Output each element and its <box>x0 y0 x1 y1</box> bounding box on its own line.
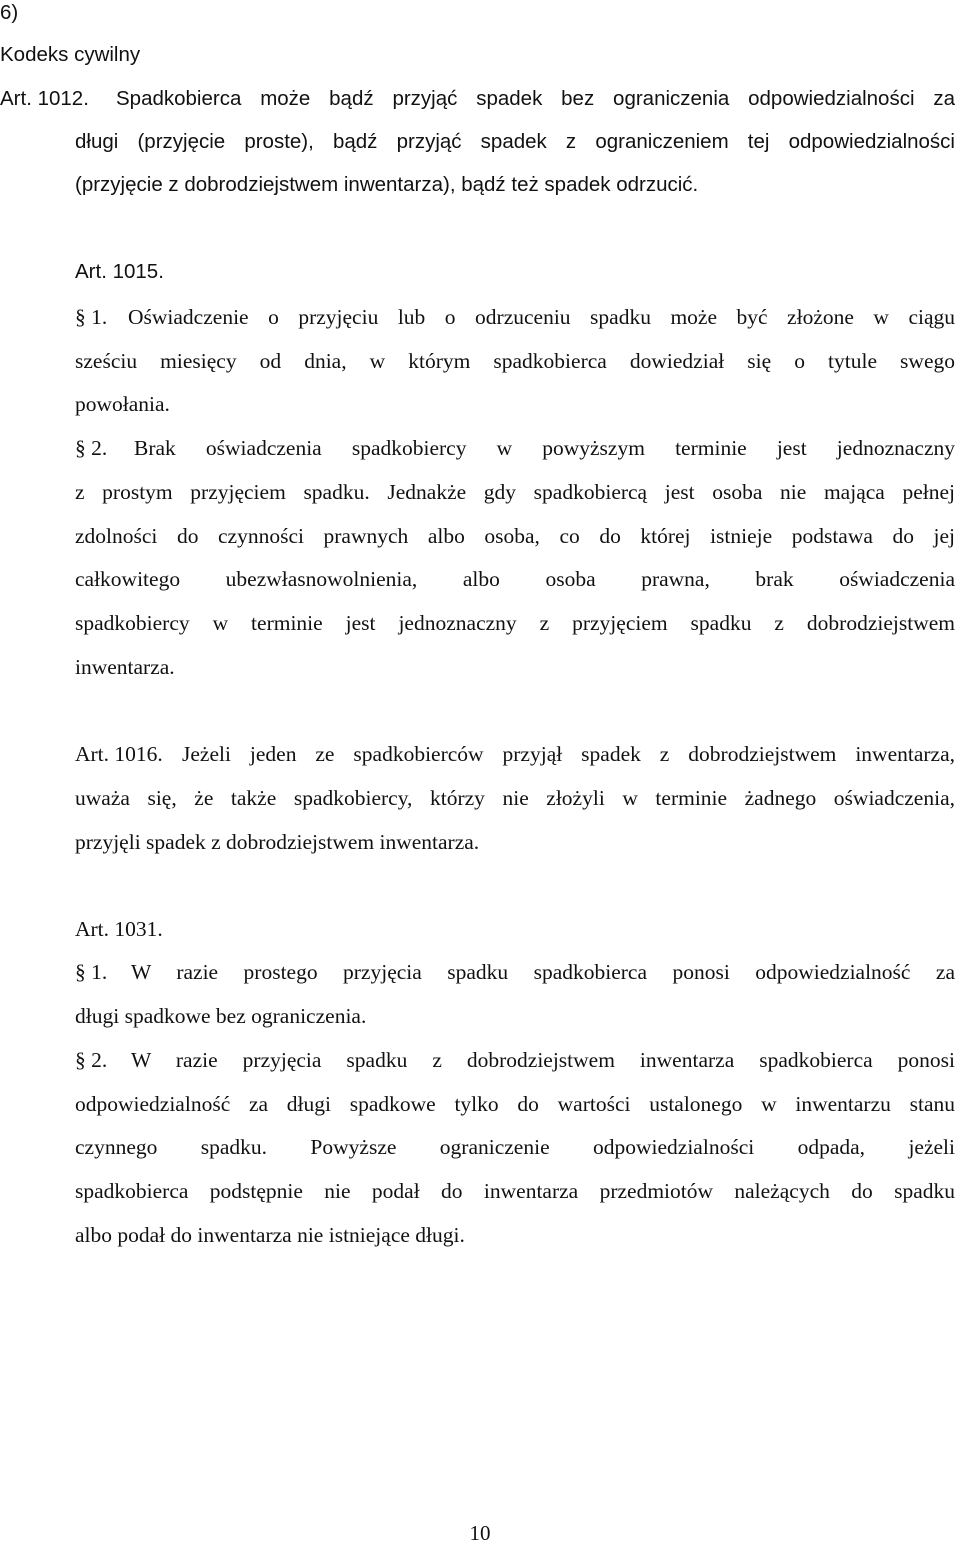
page-number: 10 <box>469 1521 491 1545</box>
paragraph-marker: § 2. <box>75 1048 108 1072</box>
article-1015-p2-line: zdolności do czynności prawnych albo osoba, co do której istnieje podstawa do jej <box>75 524 955 548</box>
article-1031-p1-line: W razie prostego przyjęcia spadku spadkobierca ponosi odpowiedzialność za <box>131 960 955 984</box>
article-1012-line: Spadkobierca może bądź przyjąć spadek bez ograniczenia odpowiedzialności za <box>116 87 955 110</box>
article-1031-label: Art. 1031. <box>75 917 163 941</box>
article-1016-line: uważa się, że także spadkobiercy, którzy nie złożyli w terminie żadnego oświadczenia, <box>75 786 955 810</box>
paragraph-marker: § 1. <box>75 305 108 329</box>
article-1015-p2-line: inwentarza. <box>75 655 175 679</box>
source-title: Kodeks cywilny <box>0 43 141 66</box>
article-1015-label: Art. 1015. <box>75 260 164 283</box>
article-1031-p2-line: albo podał do inwentarza nie istniejące długi. <box>75 1223 465 1247</box>
article-1012-line: (przyjęcie z dobrodziejstwem inwentarza), bądź też spadek odrzucić. <box>75 173 699 196</box>
article-1015-p1-line: Oświadczenie o przyjęciu lub o odrzuceniu spadku może być złożone w ciągu <box>128 305 955 329</box>
paragraph-marker: § 2. <box>75 436 108 460</box>
article-1012-label: Art. 1012. <box>0 87 89 110</box>
article-1031-p1-line: długi spadkowe bez ograniczenia. <box>75 1004 367 1028</box>
article-1016-line: Jeżeli jeden ze spadkobierców przyjął spadek z dobrodziejstwem inwentarza, <box>182 742 955 766</box>
article-1031-p2-line: czynnego spadku. Powyższe ograniczenie odpowiedzialności odpada, jeżeli <box>75 1135 955 1159</box>
article-1015-p2-line: spadkobiercy w terminie jest jednoznaczny z przyjęciem spadku z dobrodziejstwem <box>75 611 955 635</box>
article-1015-p2-line: z prostym przyjęciem spadku. Jednakże gdy spadkobiercą jest osoba nie mająca pełnej <box>75 480 955 504</box>
article-1016-line: przyjęli spadek z dobrodziejstwem inwentarza. <box>75 830 480 854</box>
article-1031-p2-line: W razie przyjęcia spadku z dobrodziejstwem inwentarza spadkobierca ponosi <box>131 1048 955 1072</box>
article-1016-label: Art. 1016. <box>75 742 163 766</box>
paragraph-marker: § 1. <box>75 960 108 984</box>
article-1015-p2-line: Brak oświadczenia spadkobiercy w powyższym terminie jest jednoznaczny <box>134 436 955 460</box>
section-number: 6) <box>0 1 19 24</box>
article-1015-p1-line: sześciu miesięcy od dnia, w którym spadkobierca dowiedział się o tytule swego <box>75 349 955 373</box>
article-1031-p2-line: spadkobierca podstępnie nie podał do inwentarza przedmiotów należących do spadku <box>75 1179 955 1203</box>
article-1015-p1-line: powołania. <box>75 392 170 416</box>
article-1031-p2-line: odpowiedzialność za długi spadkowe tylko do wartości ustalonego w inwentarzu stanu <box>75 1092 955 1116</box>
article-1015-p2-line: całkowitego ubezwłasnowolnienia, albo osoba prawna, brak oświadczenia <box>75 567 955 591</box>
article-1012-line: długi (przyjęcie proste), bądź przyjąć spadek z ograniczeniem tej odpowiedzialności <box>75 130 955 153</box>
